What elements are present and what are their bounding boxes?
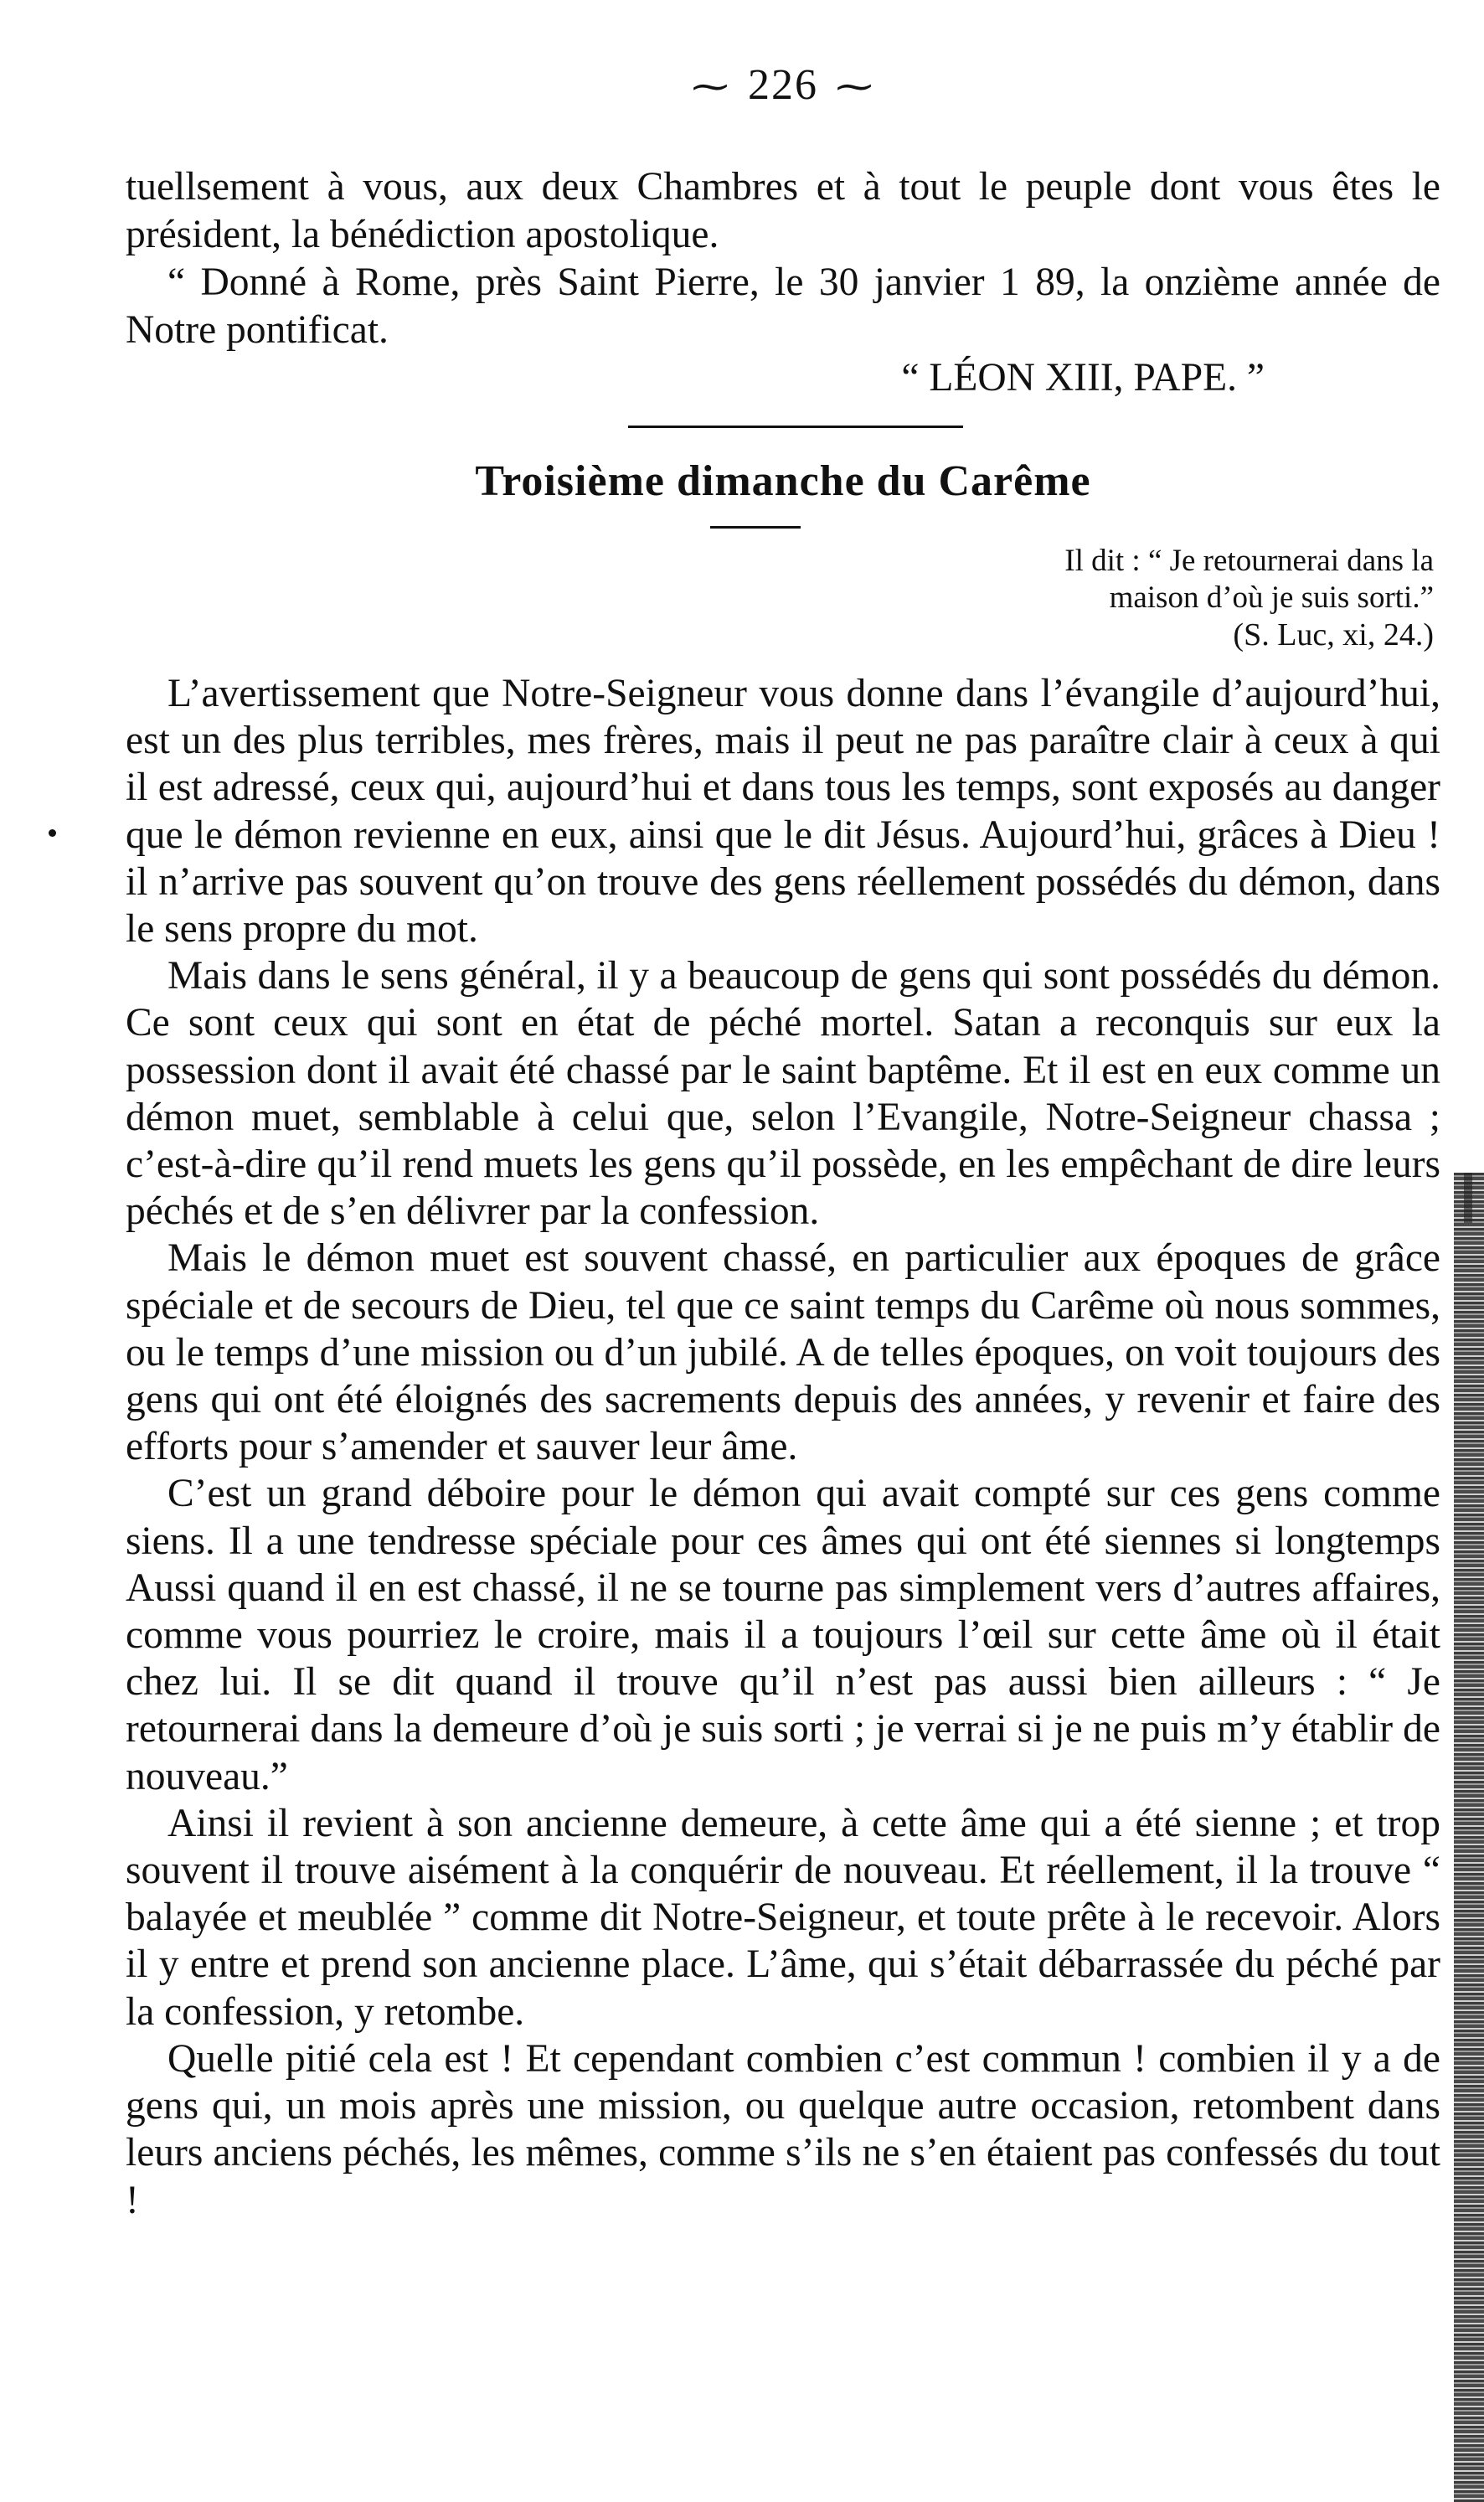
epigraph [888, 543, 1434, 653]
previous-section-ending [126, 163, 1440, 402]
page-number-right-ornament: ⁓ [836, 66, 874, 107]
sermon-body [126, 670, 1440, 2224]
book-page [126, 0, 1440, 2502]
previous-paragraph-2: “ Donné à Rome, près Saint Pierre, le 30 janvier 1 89, la onzième année de Notre pontificat. [126, 261, 1440, 352]
epigraph-line-2: maison d’où je suis sorti.” [1109, 580, 1434, 615]
body-paragraph-6: Quelle pitié cela est ! Et cependant combien c’est commun ! combien il y a de gens qui, un mois après une mission, ou quelque autre occasion, retombent dans leurs anciens péchés, les mêmes, comme s’ils ne s’en étaient pas confessés du tout ! [126, 2036, 1440, 2222]
epigraph-line-1: Il dit : “ Je retournerai dans la [1064, 544, 1434, 578]
body-paragraph-2: Mais dans le sens général, il y a beaucoup de gens qui sont possédés du démon. Ce sont ceux qui sont en état de péché mortel. Satan a reconquis sur eux la possession dont il avait été chassé par le saint baptême. Et il est en eux comme un démon muet, semblable à celui que, selon l’Evangile, Notre-Seigneur chassa ; c’est-à-dire qu’il rend muets les gens qu’il possède, en les empêchant de dire leurs péchés et de s’en délivrer par la confession. [126, 954, 1440, 1234]
page-number-left-ornament: ⁓ [692, 66, 730, 107]
body-paragraph-3: Mais le démon muet est souvent chassé, en particulier aux époques de grâce spéciale et de secours de Dieu, tel que ce saint temps du Carême où nous sommes, ou le temps d’une mission ou d’un jubilé. A de telles époques, on voit toujours des gens qui ont été éloignés des sacrements depuis des années, y revenir et faire des efforts pour s’amender et sauver leur âme. [126, 1236, 1440, 1469]
margin-ink-dot [49, 829, 56, 837]
section-divider-rule [628, 426, 963, 428]
page-number [126, 60, 1440, 110]
page-number-value: 226 [748, 61, 818, 109]
title-underline-rule [710, 526, 801, 529]
page-binding-edge [1454, 1173, 1484, 2502]
body-paragraph-1: L’avertissement que Notre-Seigneur vous donne dans l’évangile d’aujourd’hui, est un des plus terribles, mes frères, mais il peut ne pas paraître clair à ceux à qui il est adressé, ceux qui, aujourd’hui et dans tous les temps, sont exposés au danger que le démon revienne en eux, ainsi que le dit Jésus. Aujourd’hui, grâces à Dieu ! il n’arrive pas souvent qu’on trouve des gens réellement possédés du démon, dans le sens propre du mot. [126, 672, 1440, 952]
section-title: Troisième dimanche du Carême [475, 457, 1091, 505]
body-paragraph-5: Ainsi il revient à son ancienne demeure, à cette âme qui a été sienne ; et trop souvent il trouve aisément à la conquérir de nouveau. Et réellement, il la trouve “ balayée et meublée ” comme dit Notre-Seigneur, et toute prête à le recevoir. Alors il y entre et prend son ancienne place. L’âme, qui s’était débarrassée du péché par la confession, y retombe. [126, 1801, 1440, 2034]
epigraph-reference: (S. Luc, xi, 24.) [1233, 617, 1434, 653]
body-paragraph-4: C’est un grand déboire pour le démon qui avait compté sur ces gens comme siens. Il a une tendresse spéciale pour ces âmes qui ont été siennes si longtemps Aussi quand il en est chassé, il ne se tourne pas simplement vers d’autres affaires, comme vous pourriez le croire, mais il a toujours l’œil sur cette âme où il était chez lui. Il se dit quand il trouve qu’il n’est pas aussi bien ailleurs : “ Je retournerai dans la demeure d’où je suis sorti ; je verrai si je ne puis m’y établir de nouveau.” [126, 1472, 1440, 1798]
page-binding-shadow [1464, 1173, 1472, 1223]
previous-paragraph-1: tuellsement à vous, aux deux Chambres et à tout le peuple dont vous êtes le président, la bénédiction apostolique. [126, 165, 1440, 256]
papal-signature: “ LÉON XIII, PAPE. ” [901, 356, 1265, 400]
